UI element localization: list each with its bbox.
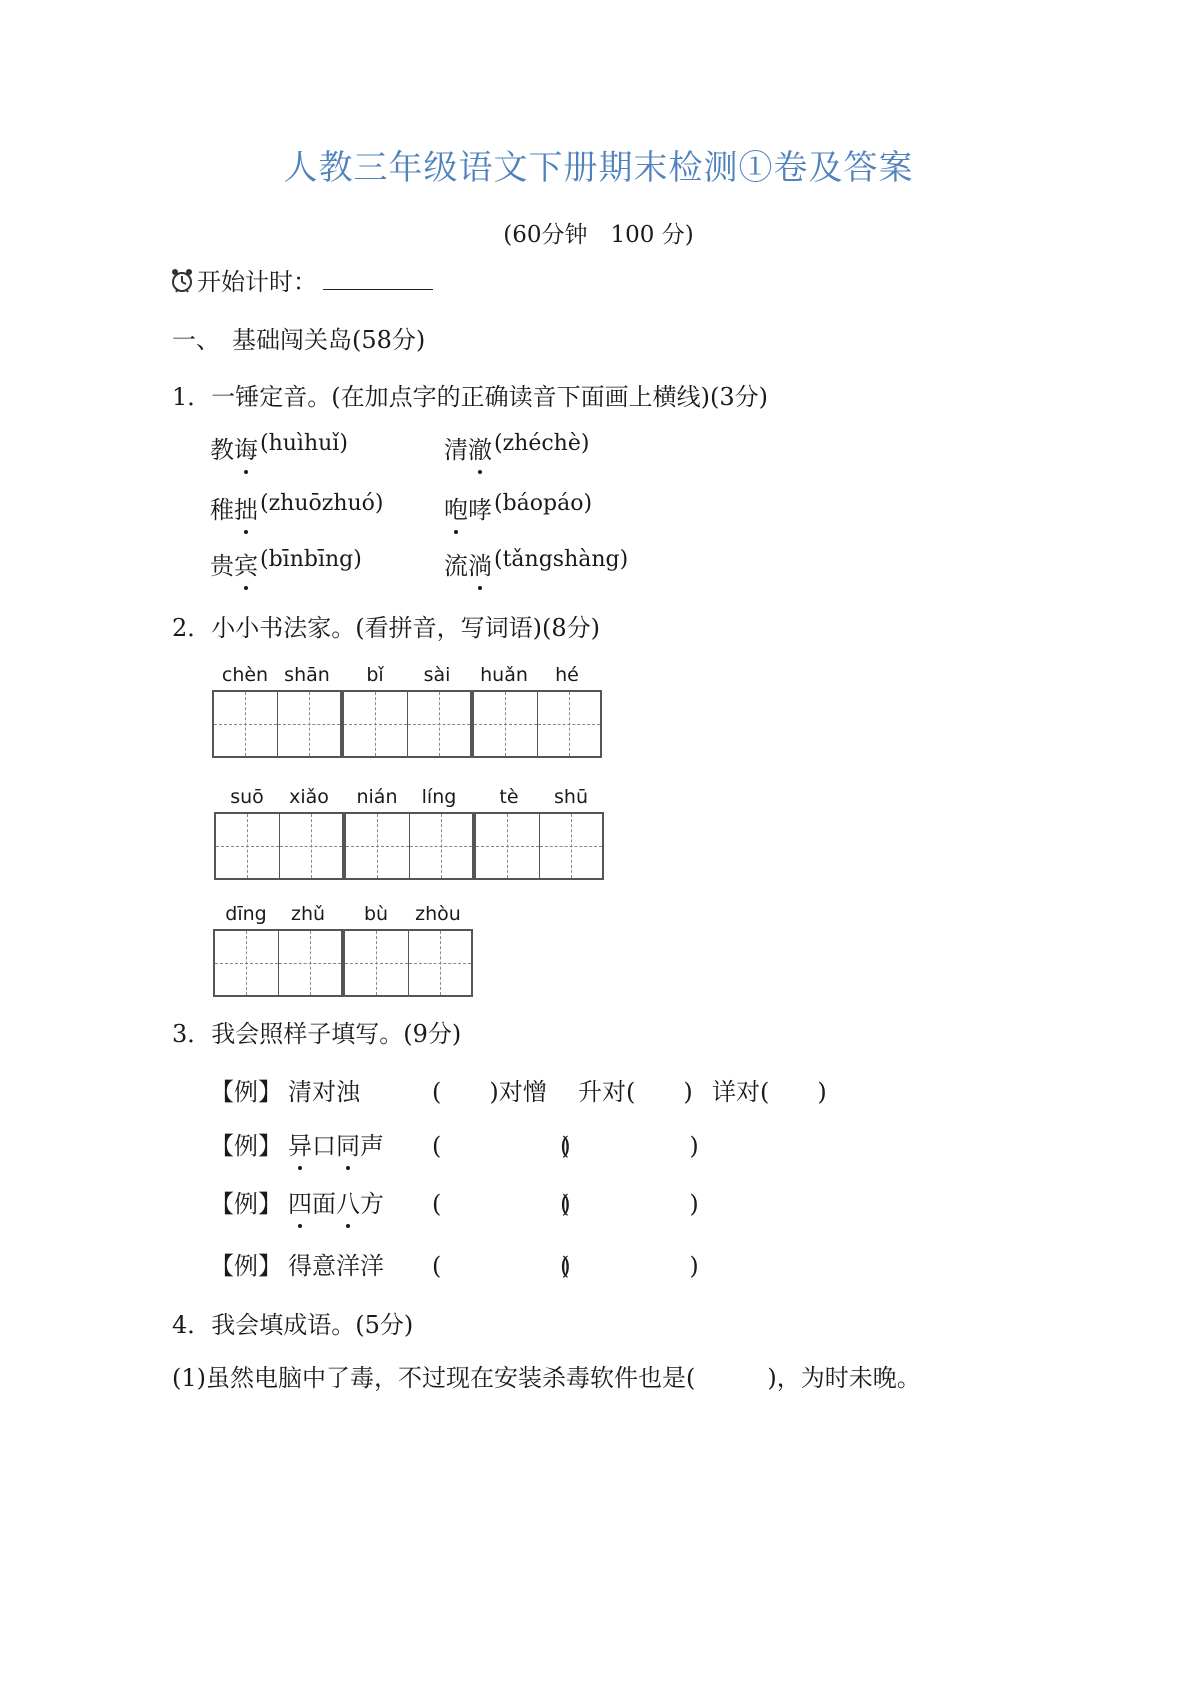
section-heading: 一、 基础闯关岛(58分) [172, 326, 426, 354]
dotted-char: 咆 [444, 490, 468, 525]
dotted-char: 诲 [234, 430, 258, 465]
q1-item-paoxiao: 咆哮(báopáo) [444, 491, 593, 524]
writing-grid-row-3 [213, 929, 473, 997]
pinyin-label: dīng [225, 903, 267, 925]
pinyin-label: bù [363, 903, 389, 925]
answer-blank[interactable]: ( ) [432, 1132, 571, 1160]
dotted-char: 淌 [468, 546, 492, 581]
writing-grid-row-1 [212, 690, 602, 758]
pinyin-label: nián [356, 786, 398, 808]
q1-item-liutang: 流淌(tǎngshàng) [444, 547, 629, 580]
pinyin-label: sài [423, 664, 451, 686]
answer-blank[interactable]: 详对( ) [712, 1078, 827, 1106]
question-1-heading: 1．一锤定音。(在加点字的正确读音下面画上横线)(3分) [172, 383, 768, 411]
pinyin-label: chèn [221, 664, 269, 686]
pinyin-label: hé [555, 664, 579, 686]
question-4-heading: 4．我会填成语。(5分) [172, 1311, 414, 1339]
example-tag: 【例】 [210, 1252, 282, 1280]
pinyin-label: tè [499, 786, 519, 808]
pinyin-label: shū [554, 786, 588, 808]
answer-blank[interactable]: ( ) [560, 1252, 699, 1280]
example-tag: 【例】 [210, 1132, 282, 1160]
example-text: 四面八方 [288, 1184, 384, 1219]
answer-blank[interactable]: ( ) [432, 1252, 571, 1280]
pinyin-label: zhǔ [290, 903, 326, 925]
answer-blank[interactable]: ( )对憎 [432, 1078, 547, 1106]
page-title: 人教三年级语文下册期末检测①卷及答案 [283, 148, 914, 188]
pinyin-label: zhòu [415, 903, 461, 925]
alarm-clock-icon [170, 268, 194, 294]
q1-item-guibin: 贵宾(bīnbīng) [210, 547, 362, 580]
writing-grid-word[interactable] [472, 690, 602, 758]
start-time-line [170, 262, 433, 297]
answer-blank[interactable]: 升对( ) [578, 1078, 693, 1106]
pinyin-label: líng [421, 786, 457, 808]
q3-row-deyiyangyang [210, 1246, 910, 1278]
start-time-label: 开始计时： [197, 268, 317, 296]
dotted-char: 宾 [234, 546, 258, 581]
question-3-heading: 3．我会照样子填写。(9分) [172, 1020, 462, 1048]
dotted-char: 澈 [468, 430, 492, 465]
start-time-blank[interactable] [323, 269, 433, 290]
writing-grid-row-2 [214, 812, 604, 880]
q1-item-zhizhuo: 稚拙(zhuōzhuó) [210, 491, 384, 524]
writing-grid-word[interactable] [214, 812, 344, 880]
q1-item-pinyin[interactable]: (huìhuǐ) [260, 431, 348, 456]
dotted-char: 拙 [234, 490, 258, 525]
q3-row-opposites [210, 1072, 910, 1104]
answer-blank[interactable]: ( ) [560, 1132, 699, 1160]
pinyin-label: xiǎo [289, 786, 329, 808]
q1-item-qingche: 清澈(zhéchè) [444, 431, 590, 464]
q1-item-pinyin[interactable]: (báopáo) [494, 491, 593, 516]
q1-item-pinyin[interactable]: (zhuōzhuó) [260, 491, 384, 516]
q3-row-yikoutongsheng [210, 1126, 910, 1158]
writing-grid-word[interactable] [344, 812, 474, 880]
pinyin-label: shān [284, 664, 330, 686]
answer-blank[interactable]: ( ) [432, 1190, 571, 1218]
writing-grid-word[interactable] [212, 690, 342, 758]
q1-item-pinyin[interactable]: (zhéchè) [494, 431, 590, 456]
answer-blank[interactable]: ( ) [560, 1190, 699, 1218]
q4-item-1[interactable]: (1)虽然电脑中了毒，不过现在安装杀毒软件也是( )，为时未晚。 [172, 1364, 921, 1392]
writing-grid-word[interactable] [213, 929, 343, 997]
q1-item-jiaohui: 教诲(huìhuǐ) [210, 431, 348, 464]
writing-grid-word[interactable] [342, 690, 472, 758]
writing-grid-word[interactable] [474, 812, 604, 880]
example-text: 得意洋洋 [288, 1252, 384, 1280]
q3-row-simianbafang [210, 1184, 910, 1216]
pinyin-label: suō [230, 786, 264, 808]
question-2-heading: 2．小小书法家。(看拼音，写词语)(8分) [172, 614, 600, 642]
pinyin-label: bǐ [366, 664, 384, 686]
q1-item-pinyin[interactable]: (bīnbīng) [260, 547, 362, 572]
writing-grid-word[interactable] [343, 929, 473, 997]
q1-item-pinyin[interactable]: (tǎngshàng) [494, 547, 629, 572]
example-tag: 【例】 [210, 1190, 282, 1218]
pinyin-label: huǎn [480, 664, 528, 686]
example-text: 清对浊 [288, 1078, 360, 1106]
example-tag: 【例】 [210, 1078, 282, 1106]
time-score-note: (60分钟 100 分) [503, 222, 694, 248]
example-text: 异口同声 [288, 1126, 384, 1161]
